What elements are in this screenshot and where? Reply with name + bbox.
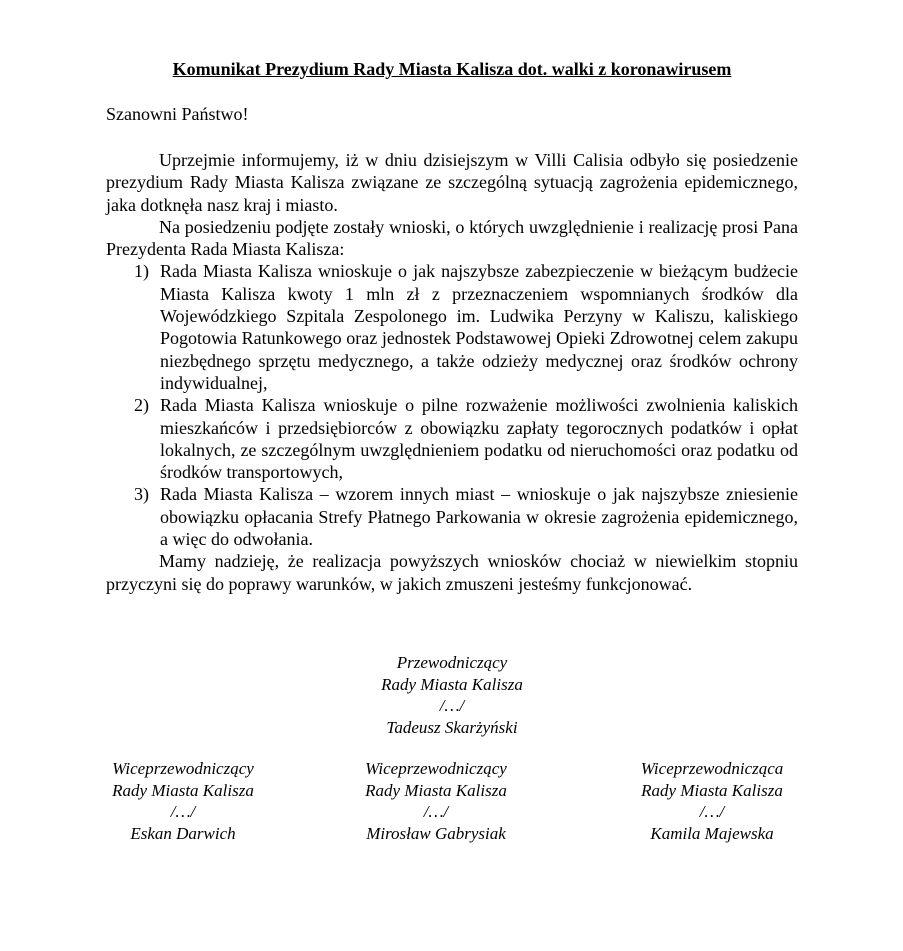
- paragraph-closing: Mamy nadzieję, że realizacja powyższych wniosków chociaż w niewielkim stopniu przyczyni się do poprawy warunków, w jakich zmuszeni jesteśmy funkcjonować.: [106, 551, 798, 594]
- document-title: Komunikat Prezydium Rady Miasta Kalisza dot. walki z koronawirusem: [172, 59, 732, 79]
- signature-role: Wiceprzewodniczący: [365, 759, 507, 778]
- signature-body: Rady Miasta Kalisza: [641, 780, 783, 800]
- motions-list: [106, 260, 798, 550]
- signature-mark: /…/: [699, 802, 725, 821]
- list-item: [134, 483, 798, 550]
- greeting: Szanowni Państwo!: [106, 104, 249, 124]
- signature-name: Eskan Darwich: [130, 823, 236, 843]
- signature-mark: /…/: [423, 802, 449, 821]
- list-item-number: 2): [134, 395, 149, 416]
- list-item-number: 3): [134, 484, 149, 505]
- signature-name: Mirosław Gabrysiak: [366, 823, 506, 843]
- signature-body: Rady Miasta Kalisza: [381, 674, 523, 694]
- document-body: [106, 149, 798, 595]
- signature-vice-middle: [346, 758, 526, 844]
- list-item-text: Rada Miasta Kalisza – wzorem innych miast – wnioskuje o jak najszybsze zniesienie obowiązku opłacania Strefy Płatnego Parkowania w okresie zagrożenia epidemicznego, a więc do odwołania.: [160, 484, 798, 550]
- list-item: [134, 260, 798, 394]
- signature-mark: /…/: [439, 696, 465, 715]
- paragraph-motions-intro: Na posiedzeniu podjęte zostały wnioski, o których uwzględnienie i realizację prosi Pana Prezydenta Rada Miasta Kalisza:: [106, 216, 798, 260]
- signature-body: Rady Miasta Kalisza: [365, 780, 507, 800]
- signature-vice-right: [622, 758, 802, 844]
- signature-role: Wiceprzewodnicząca: [640, 759, 784, 778]
- signature-mark: /…/: [170, 802, 196, 821]
- signature-body: Rady Miasta Kalisza: [112, 780, 254, 800]
- list-item-text: Rada Miasta Kalisza wnioskuje o jak najszybsze zabezpieczenie w bieżącym budżecie Miasta Kalisza kwoty 1 mln zł z przeznaczeniem wspomnianych środków dla Wojewódzkiego Szpitala Zespolonego im. Ludwika Perzyny w Kaliszu, kaliskiego Pogotowia Ratunkowego oraz jednostek Podstawowej Opieki Zdrowotnej celem zakupu niezbędnego sprzętu medycznego, a także odzieży medycznej oraz środków ochrony indywidualnej,: [160, 261, 798, 393]
- signature-name: Kamila Majewska: [650, 823, 774, 843]
- signature-vice-left: [93, 758, 273, 844]
- signature-name: Tadeusz Skarżyński: [386, 717, 518, 737]
- signature-role: Przewodniczący: [396, 653, 508, 672]
- paragraph-intro: Uprzejmie informujemy, iż w dniu dzisiejszym w Villi Calisia odbyło się posiedzenie prezydium Rady Miasta Kalisza związane ze szczególną sytuacją zagrożenia epidemicznego, jaka dotknęła nasz kraj i miasto.: [106, 150, 798, 215]
- signature-chair: [352, 652, 552, 738]
- list-item-number: 1): [134, 261, 149, 282]
- list-item-text: Rada Miasta Kalisza wnioskuje o pilne rozważenie możliwości zwolnienia kaliskich mieszkańców i przedsiębiorców z obowiązku zapłaty tegorocznych podatków i opłat lokalnych, ze szczególnym uwzględnieniem podatku od nieruchomości oraz podatku od środków transportowych,: [160, 395, 798, 483]
- list-item: [134, 394, 798, 483]
- signature-role: Wiceprzewodniczący: [112, 759, 254, 778]
